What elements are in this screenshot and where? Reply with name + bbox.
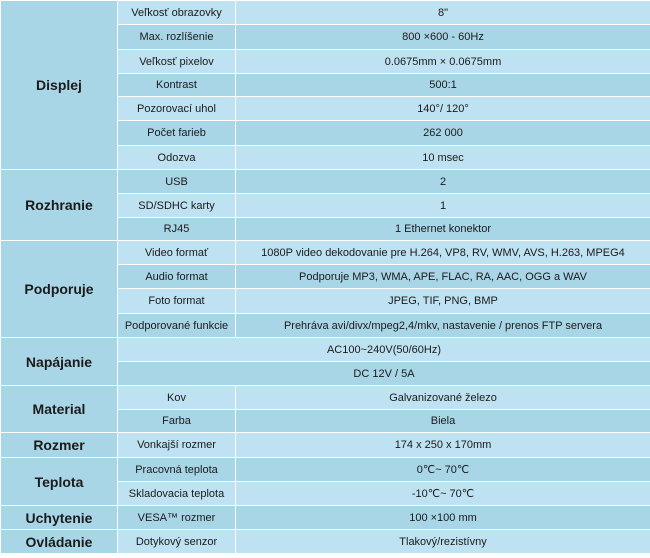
parameter-cell: Odozva — [118, 146, 236, 170]
parameter-cell: Kontrast — [118, 74, 236, 97]
parameter-cell: Vonkajší rozmer — [118, 433, 236, 458]
value-cell: 500:1 — [236, 74, 650, 97]
value-cell: Galvanizované železo — [236, 386, 650, 410]
parameter-cell: Video formať — [118, 241, 236, 265]
parameter-cell: Veľkosť pixelov — [118, 50, 236, 74]
category-cell: Rozmer — [1, 433, 118, 458]
value-cell: AC100~240V(50/60Hz) — [118, 338, 650, 362]
value-cell: 140°/ 120° — [236, 97, 650, 121]
table-row — [1, 241, 650, 265]
parameter-cell: Dotykový senzor — [118, 530, 236, 554]
parameter-cell: USB — [118, 170, 236, 194]
value-cell: JPEG, TIF, PNG, BMP — [236, 289, 650, 314]
parameter-cell: Max. rozlíšenie — [118, 25, 236, 50]
value-cell: 10 msec — [236, 146, 650, 170]
table-row — [1, 338, 650, 362]
value-cell: 1 Ethernet konektor — [236, 218, 650, 241]
value-cell: Podporuje MP3, WMA, APE, FLAC, RA, AAC, OGG a WAV — [236, 265, 650, 289]
parameter-cell: Farba — [118, 410, 236, 433]
value-cell: -10℃~ 70℃ — [236, 482, 650, 506]
parameter-cell: Foto format — [118, 289, 236, 314]
category-cell: Napájanie — [1, 338, 118, 386]
value-cell: 0℃~ 70℃ — [236, 458, 650, 482]
parameter-cell: Veľkosť obrazovky — [118, 1, 236, 25]
parameter-cell: Podporované funkcie — [118, 314, 236, 338]
category-cell: Displej — [1, 1, 118, 170]
category-cell: Material — [1, 386, 118, 433]
value-cell: 1080P video dekodovanie pre H.264, VP8, RV, WMV, AVS, H.263, MPEG4 — [236, 241, 650, 265]
table-row — [1, 433, 650, 458]
parameter-cell: Pracovná teplota — [118, 458, 236, 482]
table-row — [1, 506, 650, 530]
value-cell: DC 12V / 5A — [118, 362, 650, 386]
category-cell: Podporuje — [1, 241, 118, 338]
value-cell: 8" — [236, 1, 650, 25]
table-row — [1, 530, 650, 554]
parameter-cell: Audio format — [118, 265, 236, 289]
parameter-cell: RJ45 — [118, 218, 236, 241]
category-cell: Uchytenie — [1, 506, 118, 530]
parameter-cell: Počet farieb — [118, 121, 236, 146]
value-cell: Prehráva avi/divx/mpeg2,4/mkv, nastavenie / prenos FTP servera — [236, 314, 650, 338]
value-cell: 100 ×100 mm — [236, 506, 650, 530]
parameter-cell: Pozorovací uhol — [118, 97, 236, 121]
category-cell: Rozhranie — [1, 170, 118, 241]
category-cell: Ovládanie — [1, 530, 118, 554]
value-cell: 1 — [236, 194, 650, 218]
spec-table-body — [1, 1, 650, 554]
value-cell: 2 — [236, 170, 650, 194]
value-cell: 262 000 — [236, 121, 650, 146]
value-cell: Tlakový/rezistívny — [236, 530, 650, 554]
parameter-cell: Skladovacia teplota — [118, 482, 236, 506]
table-row — [1, 458, 650, 482]
table-row — [1, 1, 650, 25]
parameter-cell: VESA™ rozmer — [118, 506, 236, 530]
parameter-cell: Kov — [118, 386, 236, 410]
value-cell: Biela — [236, 410, 650, 433]
table-row — [1, 170, 650, 194]
parameter-cell: SD/SDHC karty — [118, 194, 236, 218]
value-cell: 800 ×600 - 60Hz — [236, 25, 650, 50]
category-cell: Teplota — [1, 458, 118, 506]
value-cell: 0.0675mm × 0.0675mm — [236, 50, 650, 74]
table-row — [1, 386, 650, 410]
value-cell: 174 x 250 x 170mm — [236, 433, 650, 458]
